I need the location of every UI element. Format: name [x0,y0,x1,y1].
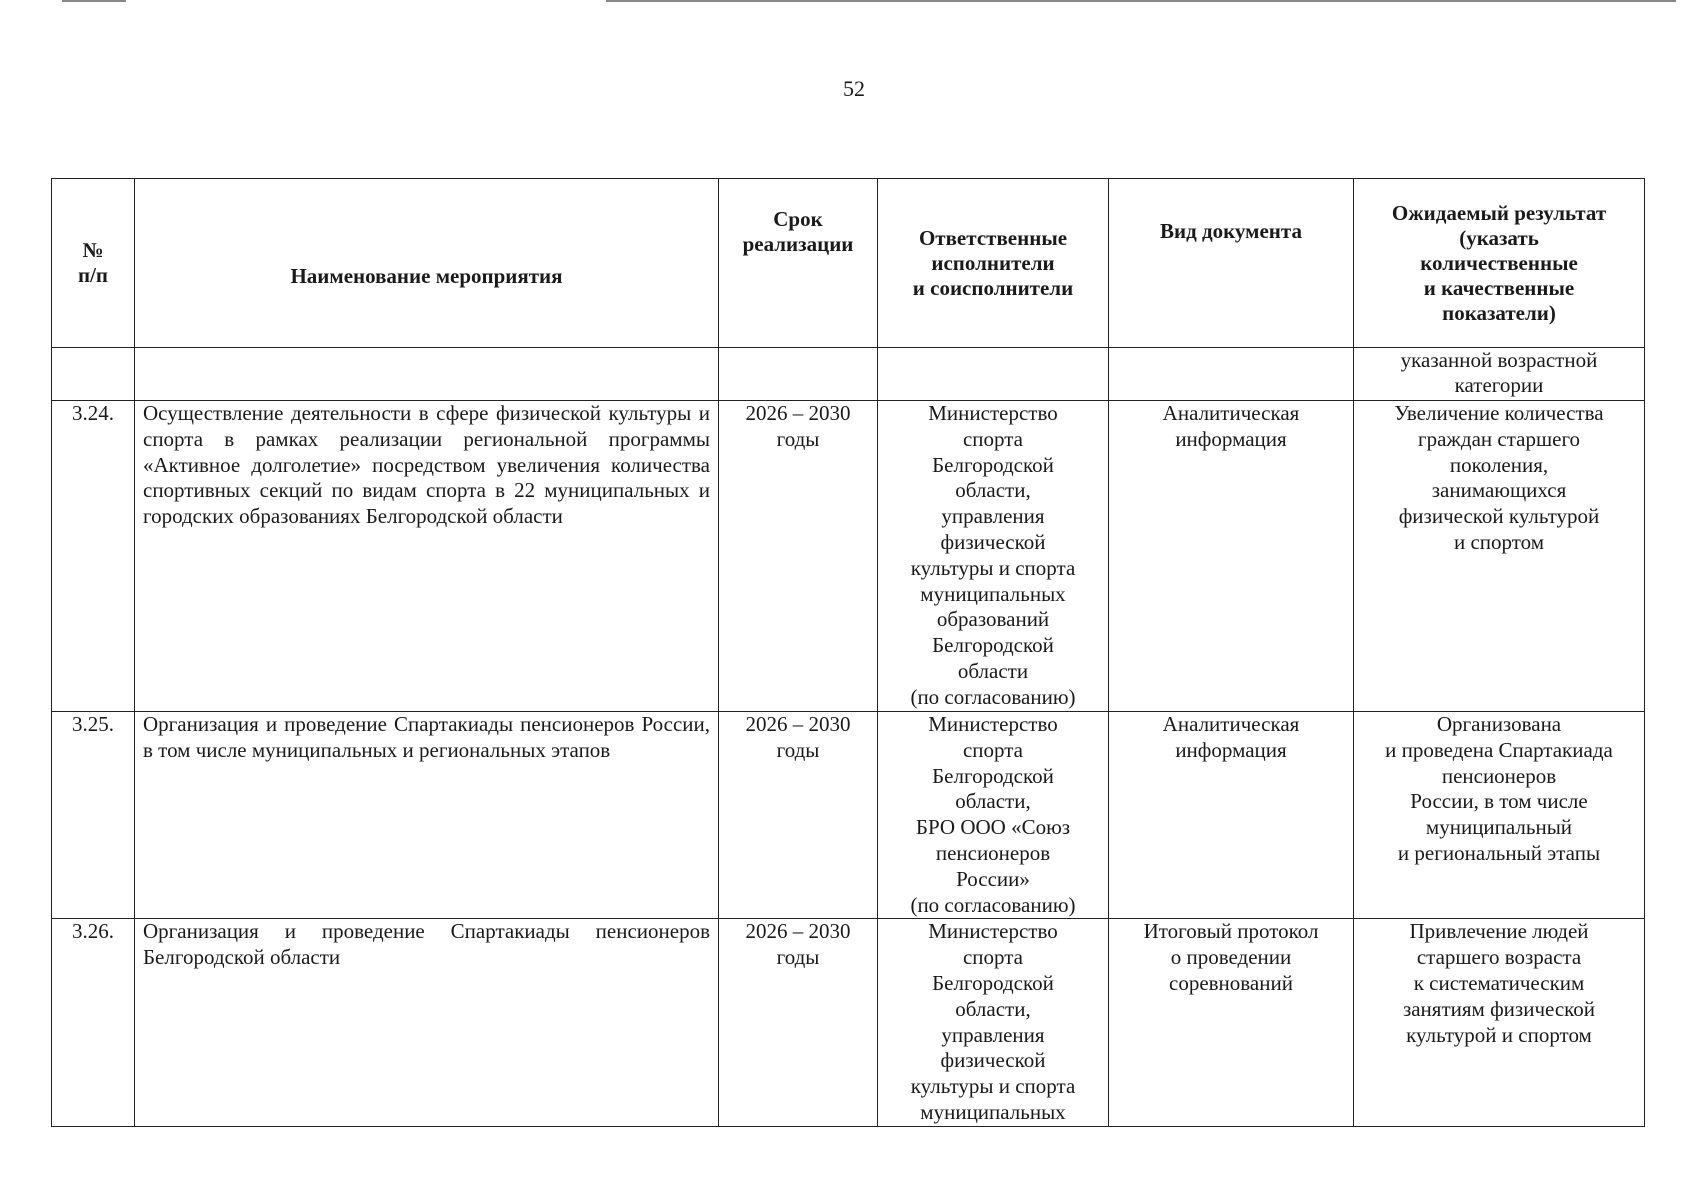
header-result: Ожидаемый результат (указать количественные и качественные показатели) [1354,179,1645,348]
cell-term: 2026 – 2030 годы [719,712,878,919]
cell-result: указанной возрастной категории [1354,348,1645,401]
cell-result: Увеличение количества граждан старшего поколения, занимающихся физической культурой и спортом [1354,401,1645,712]
cell-num: 3.25. [52,712,135,919]
cell-num: 3.26. [52,919,135,1126]
cell-responsible: Министерство спорта Белгородской области, управления физической культуры и спорта муниципальных образований Белгородской области (по согласованию) [878,401,1109,712]
table-row-continuation [52,348,1645,401]
header-doc-type: Вид документа [1109,179,1354,348]
events-table [51,178,1645,1127]
cell-name: Осуществление деятельности в сфере физической культуры и спорта в рамках реализации региональной программы «Активное долголетие» посредством увеличения количества спортивных секций по видам спорта в 22 муниципальных и городских образованиях Белгородской области [135,401,719,712]
cell-responsible: Министерство спорта Белгородской области, управления физической культуры и спорта муниципальных [878,919,1109,1126]
scan-edge-line-right [606,0,1676,2]
cell-empty [135,348,719,401]
cell-empty [52,348,135,401]
table-row [52,401,1645,712]
header-name: Наименование мероприятия [135,179,719,348]
table-header-row [52,179,1645,348]
table-row [52,919,1645,1126]
table-row [52,712,1645,919]
header-num: № п/п [52,179,135,348]
cell-term: 2026 – 2030 годы [719,401,878,712]
header-responsible: Ответственные исполнители и соисполнители [878,179,1109,348]
cell-doc-type: Итоговый протокол о проведении соревнований [1109,919,1354,1126]
scan-edge-line-left [62,0,126,2]
cell-num: 3.24. [52,401,135,712]
header-term: Срок реализации [719,179,878,348]
cell-doc-type: Аналитическая информация [1109,401,1354,712]
cell-empty [719,348,878,401]
cell-empty [878,348,1109,401]
page-number: 52 [843,76,865,101]
cell-result: Организована и проведена Спартакиада пенсионеров России, в том числе муниципальный и региональный этапы [1354,712,1645,919]
cell-responsible: Министерство спорта Белгородской области, БРО ООО «Союз пенсионеров России» (по согласованию) [878,712,1109,919]
cell-name: Организация и проведение Спартакиады пенсионеров России, в том числе муниципальных и региональных этапов [135,712,719,919]
cell-name: Организация и проведение Спартакиады пенсионеров Белгородской области [135,919,719,1126]
cell-term: 2026 – 2030 годы [719,919,878,1126]
cell-doc-type: Аналитическая информация [1109,712,1354,919]
cell-result: Привлечение людей старшего возраста к систематическим занятиям физической культурой и спортом [1354,919,1645,1126]
cell-empty [1109,348,1354,401]
